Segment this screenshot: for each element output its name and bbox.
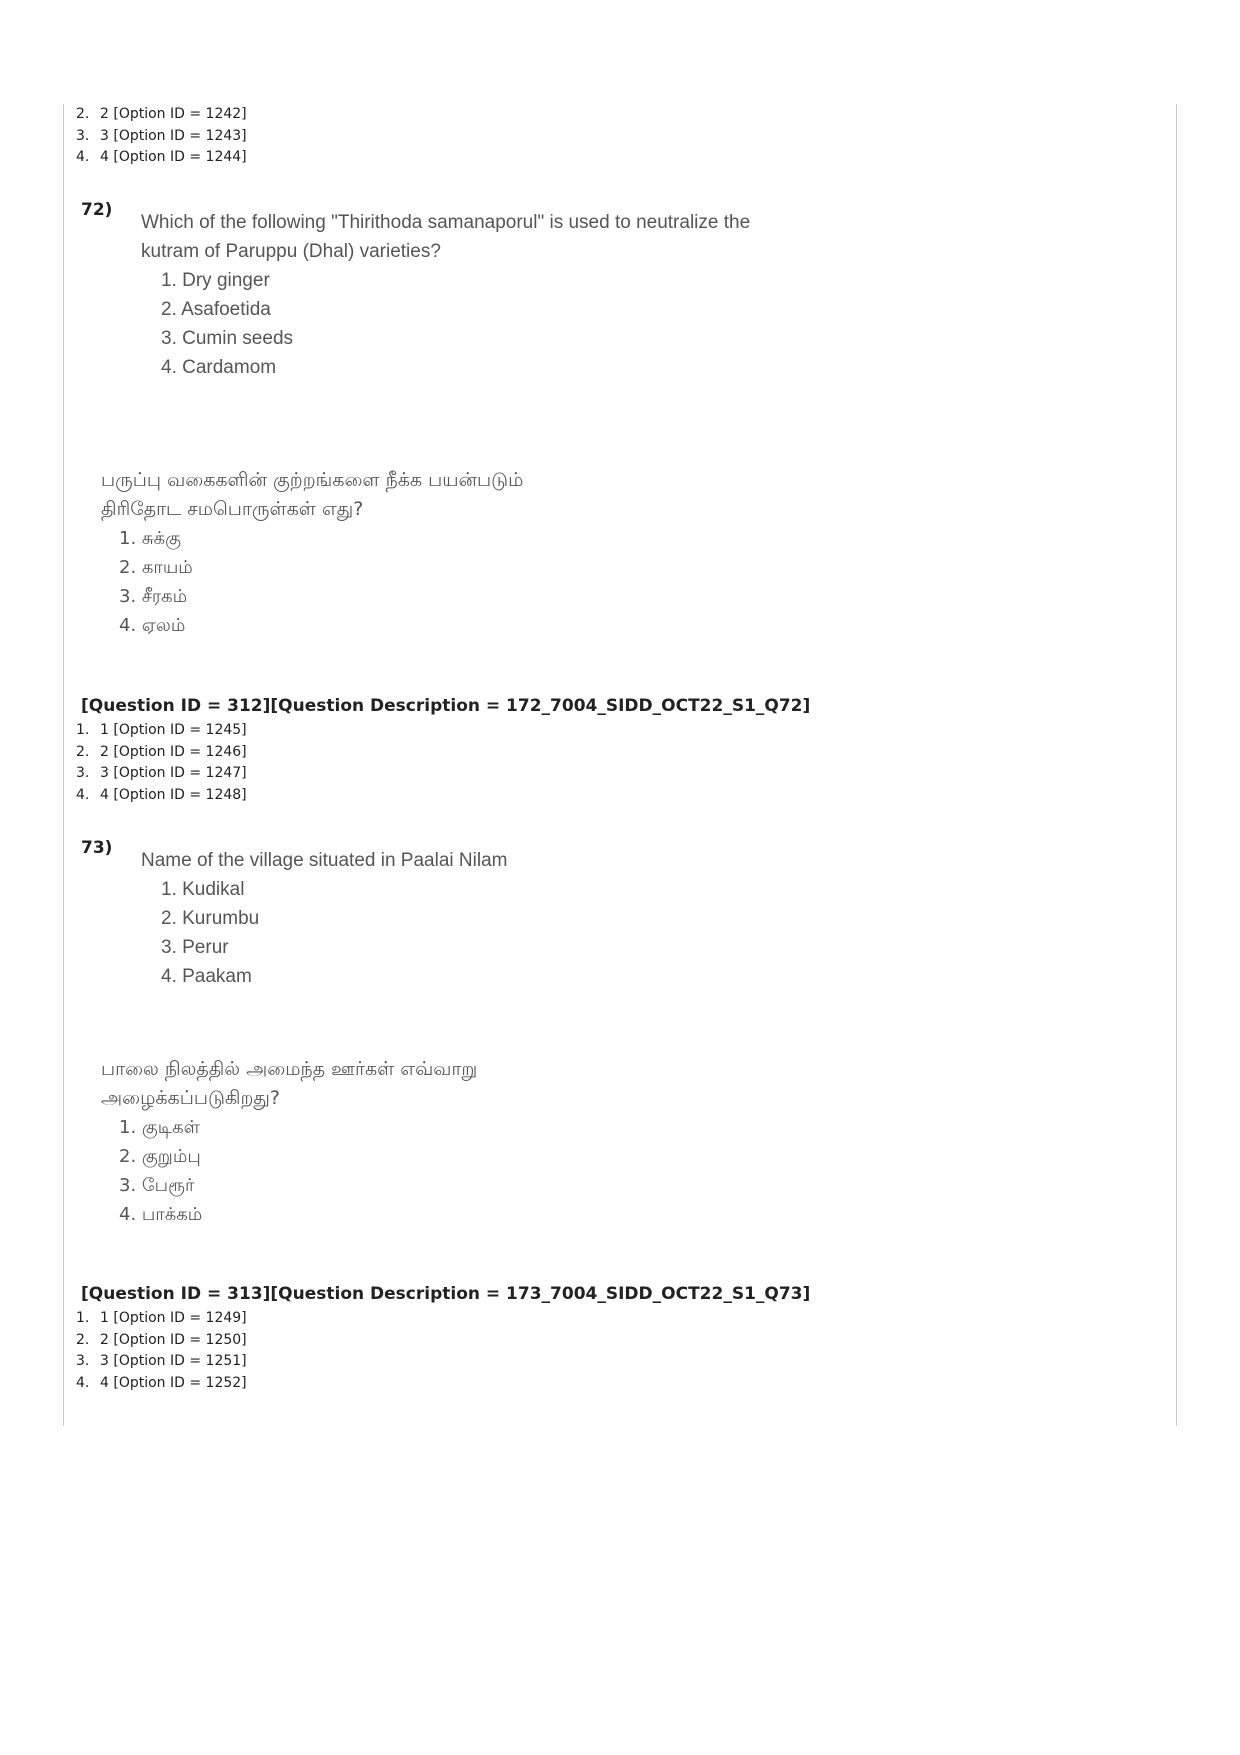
choice-item: 2. Kurumbu [161,908,260,929]
list-item: 4. 4 [Option ID = 1244] [76,149,247,165]
list-item: 4. 4 [Option ID = 1248] [76,786,247,803]
question-text-english [141,846,507,991]
choice-item: 4. பாக்கம் [119,1204,203,1225]
left-border [63,104,64,1426]
question-number: 73) [81,838,113,858]
list-item: 2. 2 [Option ID = 1242] [76,106,247,122]
option-list [76,720,247,806]
list-item: 3. 3 [Option ID = 1247] [76,765,247,781]
choice-item: 3. பேரூர் [119,1175,195,1196]
choice-item: 1. குடிகள் [119,1117,200,1138]
question-line: Which of the following "Thirithoda samanaporul" is used to neutralize the [141,212,751,233]
question-line: பருப்பு வகைகளின் குற்றங்களை நீக்க பயன்படும் [101,469,524,491]
choice-item: 1. சுக்கு [119,528,182,549]
question-meta: [Question ID = 313][Question Description = 173_7004_SIDD_OCT22_S1_Q73] [81,1284,811,1304]
choice-item: 1. Kudikal [161,879,245,900]
list-item: 3. 3 [Option ID = 1243] [76,127,247,144]
question-line: Name of the village situated in Paalai Nilam [141,850,508,871]
question-line: பாலை நிலத்தில் அமைந்த ஊர்கள் எவ்வாறு [101,1058,478,1080]
question-meta: [Question ID = 312][Question Description = 172_7004_SIDD_OCT22_S1_Q72] [81,696,811,716]
list-item: 1. 1 [Option ID = 1245] [76,722,247,738]
choice-item: 4. ஏலம் [119,615,186,636]
choice-item: 2. Asafoetida [161,299,271,320]
question-line: திரிதோட சமபொருள்கள் எது? [101,498,364,520]
option-list-prev [76,104,247,169]
right-border [1176,104,1177,1426]
question-text-tamil [101,1055,477,1229]
choice-item: 3. Cumin seeds [161,328,294,349]
list-item: 4. 4 [Option ID = 1252] [76,1374,247,1391]
question-line: kutram of Paruppu (Dhal) varieties? [141,241,441,262]
list-item: 2. 2 [Option ID = 1250] [76,1331,247,1348]
choice-item: 3. Perur [161,937,229,958]
option-list [76,1308,247,1394]
choice-item: 4. Paakam [161,966,252,987]
list-item: 3. 3 [Option ID = 1251] [76,1353,247,1369]
choice-item: 2. காயம் [119,557,193,578]
choice-item: 1. Dry ginger [161,270,270,291]
list-item: 1. 1 [Option ID = 1249] [76,1310,247,1326]
question-line: அழைக்கப்படுகிறது? [101,1087,280,1109]
choice-item: 4. Cardamom [161,357,277,378]
choice-item: 2. குறும்பு [119,1146,201,1167]
question-text-tamil [101,466,523,640]
question-text-english [141,208,750,382]
choice-item: 3. சீரகம் [119,586,188,607]
list-item: 2. 2 [Option ID = 1246] [76,743,247,760]
question-number: 72) [81,200,113,220]
